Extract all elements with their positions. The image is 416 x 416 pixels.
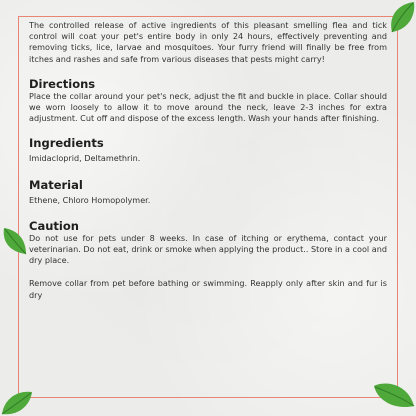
- intro-text: The controlled release of active ingredients of this pleasant smelling flea and tick control will coat your pet's entire body in only 24 hours, effectively preventing and removing ticks, lice, larvae and mosquitoes. Your furry friend will finally be free from itches and rashes and safe from various diseases that pests might carry!: [29, 20, 387, 64]
- leaf-icon-bottom-left: [0, 388, 34, 416]
- leaf-icon-bottom-right: [372, 380, 416, 412]
- caution-text: Do not use for pets under 8 weeks. In case of itching or erythema, contact your veterinarian. Do not eat, drink or smoke when applying the product.. Store in a cool and dry place.: [29, 232, 387, 266]
- leaf-icon-left: [0, 226, 28, 256]
- directions-heading: Directions: [29, 76, 96, 91]
- material-heading: Material: [29, 177, 83, 192]
- ingredients-heading: Ingredients: [29, 136, 104, 151]
- caution-text-2: Remove collar from pet before bathing or swimming. Reapply only after skin and fur is dry: [29, 278, 387, 300]
- leaf-icon-top-right: [386, 0, 416, 36]
- directions-text: Place the collar around your pet's neck, adjust the fit and buckle in place. Collar should we worn loosely to allow it to move around the neck, leave 2-3 inches for extra adjustment. Cut off and dispose of the excess length. Wash your hands after finishing.: [29, 90, 387, 124]
- ingredients-text: Imidacloprid, Deltamethrin.: [29, 153, 141, 164]
- product-info: [29, 20, 387, 301]
- material-text: Ethene, Chloro Homopolymer.: [29, 194, 151, 205]
- caution-heading: Caution: [29, 218, 79, 233]
